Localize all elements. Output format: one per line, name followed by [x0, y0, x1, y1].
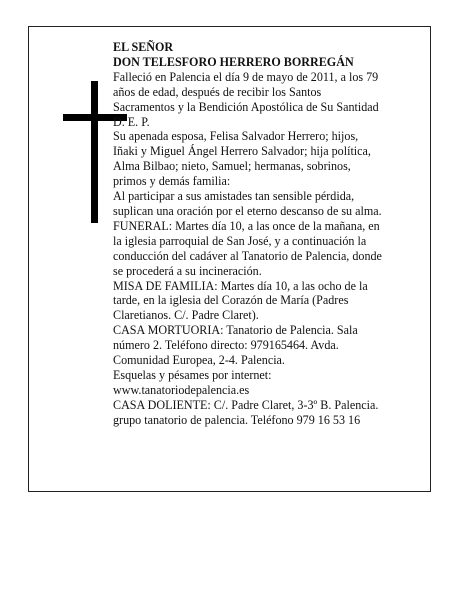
body-line: D. E. P.: [113, 114, 150, 129]
body-line: Comunidad Europea, 2-4. Palencia.: [113, 353, 285, 368]
heading-line-1: EL SEÑOR: [113, 40, 174, 54]
body-line: grupo tanatorio de palencia. Teléfono 979 16 53 16: [113, 412, 361, 427]
body-line: Esquelas y pésames por internet:: [113, 367, 272, 382]
body-line: FUNERAL: Martes día 10, a las once de la mañana, en: [113, 218, 380, 233]
body-line: Falleció en Palencia el día 9 de mayo de 2011, a los 79: [113, 69, 379, 84]
obituary-text: [113, 40, 423, 428]
body-line: se procederá a su incineración.: [113, 263, 262, 278]
body-line: CASA DOLIENTE: C/. Padre Claret, 3-3º B. Palencia.: [113, 397, 379, 412]
body-line: conducción del cadáver al Tanatorio de Palencia, donde: [113, 248, 382, 263]
body-line: años de edad, después de recibir los Santos: [113, 84, 322, 99]
body-line: suplican una oración por el eterno descanso de su alma.: [113, 203, 382, 218]
body-line: Al participar a sus amistades tan sensible pérdida,: [113, 189, 355, 204]
body-line: Sacramentos y la Bendición Apostólica de Su Santidad: [113, 99, 379, 114]
body-line: número 2. Teléfono directo: 979165464. Avda.: [113, 338, 339, 353]
body-line: primos y demás familia:: [113, 174, 231, 189]
heading-line-2: DON TELESFORO HERRERO BORREGÁN: [113, 54, 354, 69]
cross-icon-vertical: [91, 81, 98, 223]
body-line: www.tanatoriodepalencia.es: [113, 382, 250, 397]
body-line: CASA MORTUORIA: Tanatorio de Palencia. Sala: [113, 323, 358, 338]
body-line: Su apenada esposa, Felisa Salvador Herrero; hijos,: [113, 129, 359, 144]
body-line: Iñaki y Miguel Ángel Herrero Salvador; hija política,: [113, 144, 371, 159]
body-line: Claretianos. C/. Padre Claret).: [113, 308, 259, 323]
body-line: Alma Bilbao; nieto, Samuel; hermanas, sobrinos,: [113, 159, 351, 174]
body-line: MISA DE FAMILIA: Martes día 10, a las ocho de la: [113, 278, 368, 293]
body-line: la iglesia parroquial de San José, y a continuación la: [113, 233, 367, 248]
body-line: tarde, en la iglesia del Corazón de María (Padres: [113, 293, 349, 308]
